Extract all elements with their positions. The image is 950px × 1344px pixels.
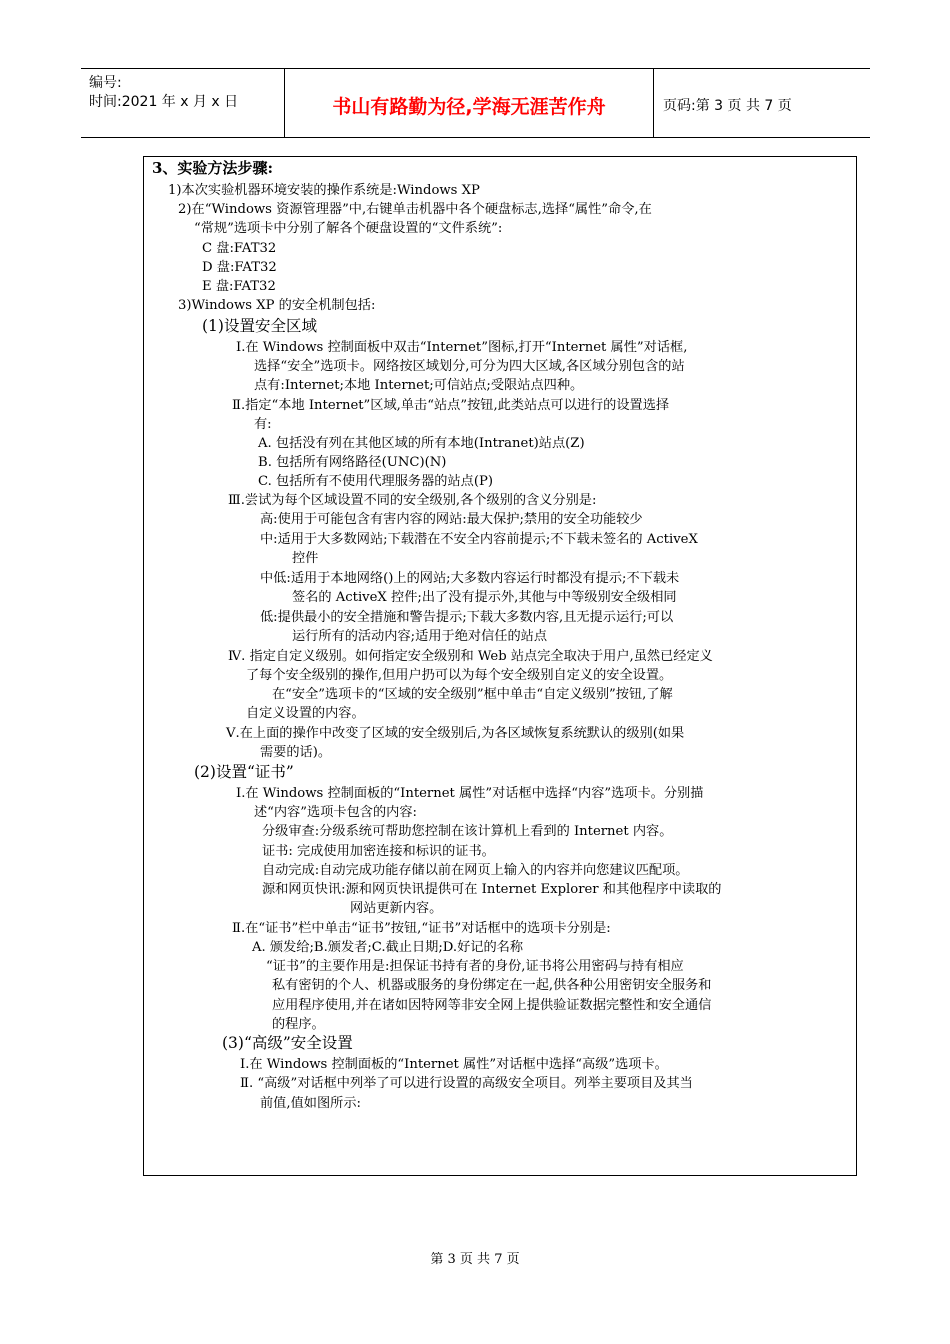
content-line: 2)在“Windows 资源管理器”中,右键单击机器中各个硬盘标志,选择“属性”命令,在 xyxy=(178,202,652,217)
content-line: 中:适用于大多数网站;下载潜在不安全内容前提示;不下载未签名的 ActiveX xyxy=(260,532,698,547)
content-line: 私有密钥的个人、机器或服务的身份绑定在一起,供各种公用密钥安全服务和 xyxy=(272,978,712,993)
subsection-heading: (3)“高级”安全设置 xyxy=(222,1034,353,1052)
content-line: 签名的 ActiveX 控件;出了没有提示外,其他与中等级别安全级相同 xyxy=(292,590,677,605)
content-line: D 盘:FAT32 xyxy=(202,260,277,275)
content-box xyxy=(143,156,857,1176)
content-line: 有: xyxy=(254,417,272,432)
content-line: 在“安全”选项卡的“区域的安全级别”框中单击“自定义级别”按钮,了解 xyxy=(272,687,673,702)
content-line: 1)本次实验机器环境安装的操作系统是:Windows XP xyxy=(168,183,480,198)
subsection-heading: (1)设置安全区域 xyxy=(202,317,317,335)
content-line: 自定义设置的内容。 xyxy=(246,706,365,721)
content-line: A. 颁发给;B.颁发者;C.截止日期;D.好记的名称 xyxy=(252,940,524,955)
content-line: Ⅲ.尝试为每个区域设置不同的安全级别,各个级别的含义分别是: xyxy=(228,493,597,508)
content-line: Ⅱ.在“证书”栏中单击“证书”按钮,“证书”对话框中的选项卡分别是: xyxy=(232,921,611,936)
content-line: 3)Windows XP 的安全机制包括: xyxy=(178,298,376,313)
content-line: E 盘:FAT32 xyxy=(202,279,276,294)
time-label: 时间:2021 年 x 月 x 日 xyxy=(89,94,239,110)
content-line: Ⅴ.在上面的操作中改变了区域的安全级别后,为各区域恢复系统默认的级别(如果 xyxy=(226,726,685,741)
content-line: 选择“安全”选项卡。网络按区域划分,可分为四大区域,各区域分别包含的站 xyxy=(254,359,685,374)
content-line: A. 包括没有列在其他区域的所有本地(Intranet)站点(Z) xyxy=(258,436,585,451)
header-meta-cell xyxy=(81,69,285,137)
content-line: C. 包括所有不使用代理服务器的站点(P) xyxy=(258,474,493,489)
content-line: 需要的话)。 xyxy=(260,745,332,760)
content-line: Ⅰ.在 Windows 控制面板的“Internet 属性”对话框中选择“内容”选项卡。分别描 xyxy=(236,786,704,801)
content-line: 应用程序使用,并在诸如因特网等非安全网上提供验证数据完整性和安全通信 xyxy=(272,998,712,1013)
content-line: Ⅰ.在 Windows 控制面板的“Internet 属性”对话框中选择“高级”选项卡。 xyxy=(240,1057,668,1072)
content-line: 前值,值如图所示: xyxy=(260,1096,361,1111)
content-line: 述“内容”选项卡包含的内容: xyxy=(254,805,417,820)
content-line: “证书”的主要作用是:担保证书持有者的身份,证书将公用密码与持有相应 xyxy=(266,959,684,974)
page-header xyxy=(81,68,870,138)
content-line: 分级审查:分级系统可帮助您控制在该计算机上看到的 Internet 内容。 xyxy=(262,824,673,839)
content-line: Ⅱ. “高级”对话框中列举了可以进行设置的高级安全项目。列举主要项目及其当 xyxy=(240,1076,693,1091)
content-line: 运行所有的活动内容;适用于绝对信任的站点 xyxy=(292,629,548,644)
content-line: 控件 xyxy=(292,551,319,566)
header-page-number: 页码:第 3 页 共 7 页 xyxy=(663,98,792,114)
content-line: 证书: 完成使用加密连接和标识的证书。 xyxy=(262,844,495,859)
content-line: 低:提供最小的安全措施和警告提示;下载大多数内容,且无提示运行;可以 xyxy=(260,610,674,625)
code-label: 编号: xyxy=(89,75,122,91)
section-heading: 3、实验方法步骤: xyxy=(152,159,273,177)
content-line: Ⅳ. 指定自定义级别。如何指定安全级别和 Web 站点完全取决于用户,虽然已经定义 xyxy=(228,649,713,664)
content-line: B. 包括所有网络路径(UNC)(N) xyxy=(258,455,447,470)
content-line: “常规”选项卡中分别了解各个硬盘设置的“文件系统”: xyxy=(194,221,503,236)
content-line: 网站更新内容。 xyxy=(350,901,443,916)
content-line: 的程序。 xyxy=(272,1017,325,1032)
content-line: Ⅰ.在 Windows 控制面板中双击“Internet”图标,打开“Internet 属性”对话框, xyxy=(236,340,688,355)
content-line: Ⅱ.指定“本地 Internet”区域,单击“站点”按钮,此类站点可以进行的设置选择 xyxy=(232,398,670,413)
content-line: 了每个安全级别的操作,但用户扔可以为每个安全级别自定义的安全设置。 xyxy=(246,668,673,683)
header-motto: 书山有路勤为径,学海无涯苦作舟 xyxy=(285,69,654,137)
content-line: 自动完成:自动完成功能存储以前在网页上输入的内容并向您建议匹配项。 xyxy=(262,863,689,878)
content-line: C 盘:FAT32 xyxy=(202,241,277,256)
content-line: 点有:Internet;本地 Internet;可信站点;受限站点四种。 xyxy=(254,378,584,393)
subsection-heading: (2)设置“证书” xyxy=(194,763,294,781)
content-line: 高:使用于可能包含有害内容的网站:最大保护;禁用的安全功能较少 xyxy=(260,512,643,527)
content-line: 中低:适用于本地网络()上的网站;大多数内容运行时都没有提示;不下载未 xyxy=(260,571,680,586)
content-line: 源和网页快讯:源和网页快讯提供可在 Internet Explorer 和其他程序中读取的 xyxy=(262,882,722,897)
page-footer: 第 3 页 共 7 页 xyxy=(430,1252,520,1267)
